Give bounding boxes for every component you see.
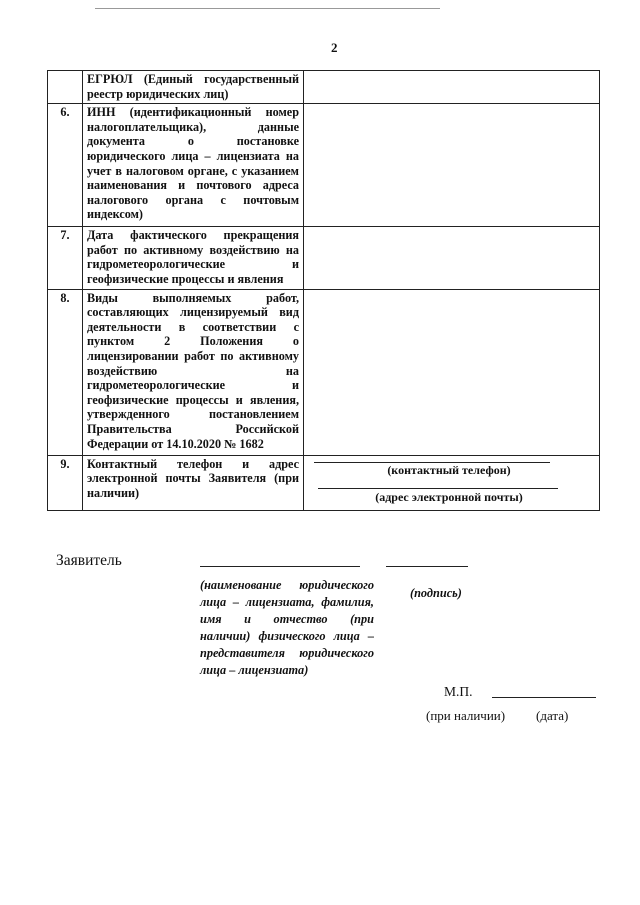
row-label-inn: ИНН (идентификационный номер налогоплательщика), данные документа о постановке юридического лица – лицензиата на учет в налоговом органе, с указанием наименования и почтового адреса налогового органа с почтовым индексом) xyxy=(83,104,304,227)
email-caption: (адрес электронной почты) xyxy=(375,489,523,504)
row-label-work-types: Виды выполняемых работ, составляющих лицензируемый вид деятельности в соответствии с пунктом 2 Положения о лицензировании работ по активному воздействию на гидрометеорологические и геофизические процессы и явления, утвержденного постановлением Правительства Российской Федерации от 14.10.2020 № 1682 xyxy=(83,289,304,455)
page-number: 2 xyxy=(331,40,338,55)
row-number: 8. xyxy=(48,289,83,455)
applicant-name-line[interactable] xyxy=(200,566,360,567)
name-caption-line: лица – лицензиата, фамилия, xyxy=(200,595,374,609)
row-label-termination-date: Дата фактического прекращения работ по активному воздействию на гидрометеорологические и геофизические процессы и явления xyxy=(83,227,304,289)
stamp-label: М.П. xyxy=(444,684,473,699)
signature-caption: (подпись) xyxy=(410,586,462,600)
row-label-egrul: ЕГРЮЛ (Единый государственный реестр юридических лиц) xyxy=(83,71,304,104)
top-scan-rule xyxy=(95,8,440,9)
stamp-caption: (при наличии) xyxy=(426,708,506,723)
table-row xyxy=(48,71,600,104)
row-number: 6. xyxy=(48,104,83,227)
table-row xyxy=(48,289,600,455)
name-caption-line: (наименование юридического xyxy=(200,578,374,592)
name-caption-line: наличии) физического лица – xyxy=(200,629,374,643)
row-value-termination-date[interactable] xyxy=(304,227,600,289)
application-form-table xyxy=(47,70,600,511)
applicant-title: Заявитель xyxy=(56,552,122,569)
row-number xyxy=(48,71,83,104)
name-caption-line: имя и отчество (при xyxy=(200,612,374,626)
row-number: 9. xyxy=(48,455,83,510)
name-caption-line: лица – лицензиата) xyxy=(200,663,309,677)
row-label-contacts: Контактный телефон и адрес электронной почты Заявителя (при наличии) xyxy=(83,455,304,510)
row-value-contacts xyxy=(304,455,600,510)
date-caption: (дата) xyxy=(536,708,569,723)
signature-line[interactable] xyxy=(386,566,468,567)
row-value-work-types[interactable] xyxy=(304,289,600,455)
phone-caption: (контактный телефон) xyxy=(387,462,511,477)
table-row xyxy=(48,455,600,510)
row-value-egrul[interactable] xyxy=(304,71,600,104)
table-row xyxy=(48,227,600,289)
email-line[interactable] xyxy=(318,488,558,489)
row-value-inn[interactable] xyxy=(304,104,600,227)
row-number: 7. xyxy=(48,227,83,289)
date-line[interactable] xyxy=(492,697,596,698)
table-row xyxy=(48,104,600,227)
name-caption-line: представителя юридического xyxy=(200,646,374,660)
